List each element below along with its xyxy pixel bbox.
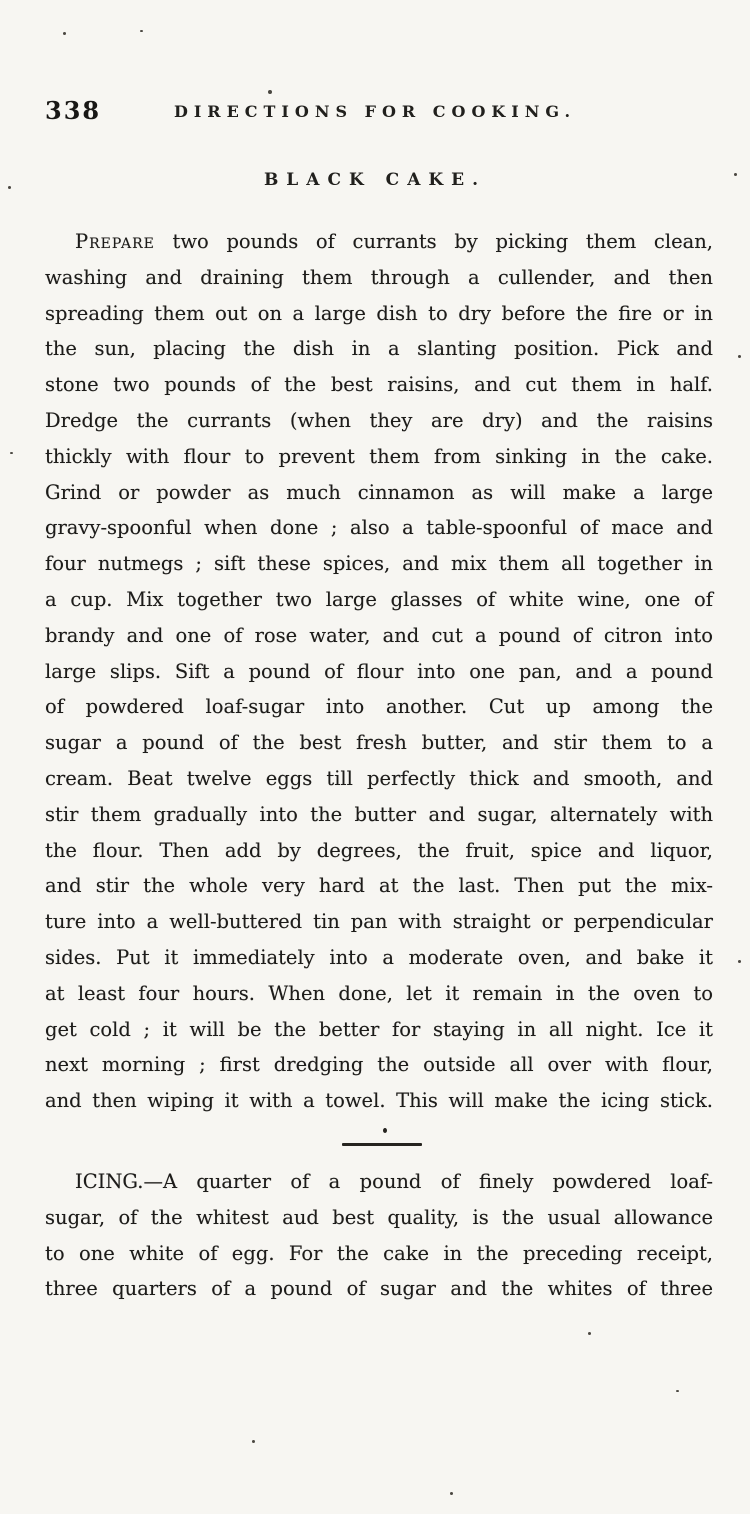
text-line: and stir the whole very hard at the last. Then put the mix- xyxy=(45,874,713,898)
text-line: next morning ; first dredging the outside all over with flour, xyxy=(45,1053,713,1077)
text-line: stone two pounds of the best raisins, and cut them in half. xyxy=(45,373,713,397)
text-line: stir them gradually into the butter and sugar, alternately with xyxy=(45,802,713,826)
text-line: spreading them out on a large dish to dry before the fire or in xyxy=(45,301,713,325)
ink-speck xyxy=(588,1332,591,1335)
running-head: DIRECTIONS FOR COOKING. xyxy=(173,102,577,121)
text-line: at least four hours. When done, let it remain in the oven to xyxy=(45,981,713,1005)
black-cake-directions xyxy=(45,224,713,1119)
text-line: sugar, of the whitest aud best quality, is the usual allowance xyxy=(45,1205,713,1229)
icing-directions xyxy=(45,1164,713,1307)
ink-speck xyxy=(63,32,66,35)
text-line: Prepare two pounds of currants by picking them clean, xyxy=(75,230,713,253)
text-line: large slips. Sift a pound of flour into one pan, and a pound xyxy=(45,659,713,683)
text-line: Grind or powder as much cinnamon as will make a large xyxy=(45,480,713,504)
text-line: a cup. Mix together two large glasses of white wine, one of xyxy=(45,587,713,611)
text-line: and then wiping it with a towel. This will make the icing stick. xyxy=(45,1089,713,1113)
section-title: BLACK CAKE. xyxy=(263,170,487,190)
text-line: four nutmegs ; sift these spices, and mix them all together in xyxy=(45,552,713,576)
text-line: cream. Beat twelve eggs till perfectly thick and smooth, and xyxy=(45,766,713,790)
ink-speck xyxy=(140,30,143,32)
divider-dot xyxy=(383,1128,387,1133)
text-line: sides. Put it immediately into a moderate oven, and bake it xyxy=(45,945,713,969)
text-line: brandy and one of rose water, and cut a pound of citron into xyxy=(45,623,713,647)
text-line: ICING.—A quarter of a pound of finely powdered loaf- xyxy=(75,1169,713,1193)
ink-speck xyxy=(8,186,11,189)
text-line: washing and draining them through a cullender, and then xyxy=(45,265,713,289)
ink-speck xyxy=(10,452,13,454)
text-line: sugar a pound of the best fresh butter, and stir them to a xyxy=(45,731,713,755)
page-number: 338 xyxy=(45,96,102,125)
ink-speck xyxy=(252,1440,255,1443)
section-divider-rule xyxy=(342,1143,422,1146)
ink-speck xyxy=(734,173,737,176)
ink-speck xyxy=(738,355,741,358)
page-header xyxy=(0,96,750,130)
text-line: Dredge the currants (when they are dry) and the raisins xyxy=(45,408,713,432)
text-line: three quarters of a pound of sugar and the whites of three xyxy=(45,1277,713,1301)
ink-speck xyxy=(450,1492,453,1495)
text-line: thickly with flour to prevent them from sinking in the cake. xyxy=(45,444,713,468)
text-line: ture into a well-buttered tin pan with straight or perpendicular xyxy=(45,910,713,934)
text-line: get cold ; it will be the better for staying in all night. Ice it xyxy=(45,1017,713,1041)
text-line: the flour. Then add by degrees, the fruit, spice and liquor, xyxy=(45,838,713,862)
text-line: to one white of egg. For the cake in the preceding receipt, xyxy=(45,1241,713,1265)
ink-speck xyxy=(268,90,272,94)
smallcaps-lead-word: Prepare xyxy=(75,230,155,253)
ink-speck xyxy=(738,960,741,963)
text-line: of powdered loaf-sugar into another. Cut up among the xyxy=(45,695,713,719)
text-line: the sun, placing the dish in a slanting position. Pick and xyxy=(45,337,713,361)
ink-speck xyxy=(676,1390,679,1392)
text-line: gravy-spoonful when done ; also a table-spoonful of mace and xyxy=(45,516,713,540)
